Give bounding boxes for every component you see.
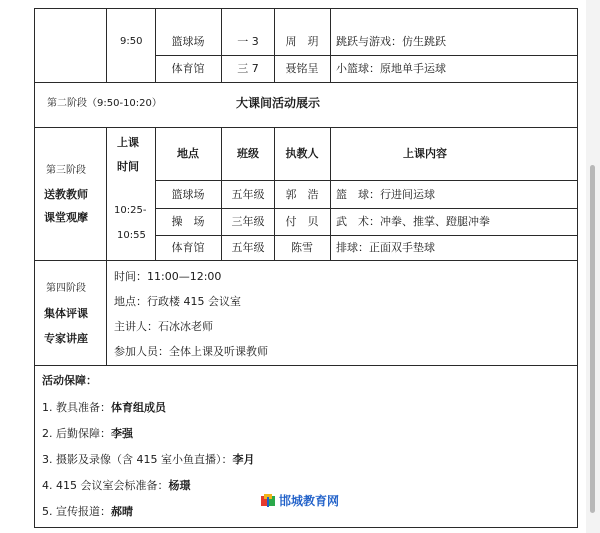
support-item-name: 李强 <box>111 427 133 440</box>
header-time: 时间 <box>117 160 139 173</box>
table-line <box>106 127 107 366</box>
stage3-content: 武 术：冲拳、推掌、蹬腿冲拳 <box>336 215 490 228</box>
stage3-teacher: 郭 浩 <box>285 188 319 201</box>
stage3-content: 排球：正面双手垫球 <box>336 241 435 254</box>
stage3-time: 10:25- <box>114 205 147 216</box>
table-line <box>34 527 578 528</box>
support-item <box>42 402 166 413</box>
support-item-name: 李月 <box>232 453 255 466</box>
table-line <box>155 208 578 209</box>
table-line <box>221 8 222 83</box>
stage4-label: 第四阶段 <box>46 283 86 294</box>
stage1-time: 9:50 <box>120 36 143 47</box>
table-line <box>155 180 578 181</box>
support-item-label: 3. 摄影及录像（含 415 室小鱼直播）： <box>42 453 233 466</box>
stage4-line: 主讲人：石冰冰老师 <box>114 320 213 333</box>
header-teacher: 执教人 <box>285 147 319 160</box>
support-item <box>42 428 133 439</box>
stage3-teacher: 陈雪 <box>291 241 313 254</box>
table-line <box>34 260 578 261</box>
table-line <box>34 127 578 128</box>
stage4-line: 参加人员：全体上课及听课教师 <box>114 345 268 358</box>
table-line <box>155 127 156 261</box>
table-line <box>106 8 107 83</box>
stage3-place: 操 场 <box>171 215 205 228</box>
table-line <box>34 82 578 83</box>
support-item <box>42 506 133 517</box>
stage1-grade: 三 7 <box>237 62 259 75</box>
stage3-place: 篮球场 <box>171 188 205 201</box>
stage3-sub: 送教教师 <box>44 188 88 201</box>
support-item <box>42 480 190 491</box>
support-item-label: 2. 后勤保障： <box>42 427 111 440</box>
support-item <box>42 454 254 465</box>
watermark-text: 邯城教育网 <box>279 494 340 508</box>
scrollbar-thumb[interactable] <box>590 165 595 513</box>
stage4-sub: 集体评课 <box>44 307 88 320</box>
stage1-grade: 一 3 <box>237 35 259 48</box>
support-item-name: 杨璟 <box>168 479 191 492</box>
support-item-label: 5. 宣传报道： <box>42 505 111 518</box>
stage1-content: 小篮球：原地单手运球 <box>336 62 446 75</box>
table-line <box>34 8 35 528</box>
header-content: 上课内容 <box>403 147 447 160</box>
stage3-place: 体育馆 <box>171 241 205 254</box>
stage3-grade: 三年级 <box>231 215 265 228</box>
header-place: 地点 <box>177 147 199 160</box>
stage3-sub: 课堂观摩 <box>44 211 88 224</box>
support-item-name: 郝晴 <box>111 505 133 518</box>
stage2-label: 第二阶段（9:50-10:20） <box>47 98 162 109</box>
stage3-grade: 五年级 <box>231 241 265 254</box>
stage4-line: 地点：行政楼 415 会议室 <box>114 295 241 308</box>
stage1-place: 篮球场 <box>171 35 205 48</box>
header-grade: 班级 <box>237 147 259 160</box>
table-line <box>330 8 331 83</box>
support-item-label: 1. 教具准备： <box>42 401 111 414</box>
support-item-label: 4. 415 会议室会标准备： <box>42 479 169 492</box>
table-line <box>274 8 275 83</box>
table-line <box>155 235 578 236</box>
table-line <box>274 127 275 261</box>
table-line <box>577 8 578 528</box>
support-item-name: 体育组成员 <box>111 401 166 414</box>
stage1-teacher: 周 玥 <box>285 35 319 48</box>
stage1-place: 体育馆 <box>171 62 205 75</box>
stage3-time: 10:55 <box>117 230 146 241</box>
book-logo-icon <box>260 494 276 508</box>
table-line <box>155 8 156 83</box>
stage3-label: 第三阶段 <box>46 165 86 176</box>
stage3-content: 篮 球：行进间运球 <box>336 188 435 201</box>
table-line <box>221 127 222 261</box>
stage2-title: 大课间活动展示 <box>236 96 321 110</box>
stage4-sub: 专家讲座 <box>44 332 88 345</box>
stage3-teacher: 付 贝 <box>285 215 319 228</box>
stage1-teacher: 聂铭呈 <box>285 62 319 75</box>
table-line <box>34 8 578 9</box>
table-line <box>34 365 578 366</box>
stage3-grade: 五年级 <box>231 188 265 201</box>
header-time: 上课 <box>117 136 139 149</box>
table-line <box>330 127 331 261</box>
stage4-line: 时间：11:00—12:00 <box>114 270 222 283</box>
table-line <box>155 55 578 56</box>
support-title: 活动保障： <box>42 374 97 387</box>
stage1-content: 跳跃与游戏：仿生跳跃 <box>336 35 446 48</box>
